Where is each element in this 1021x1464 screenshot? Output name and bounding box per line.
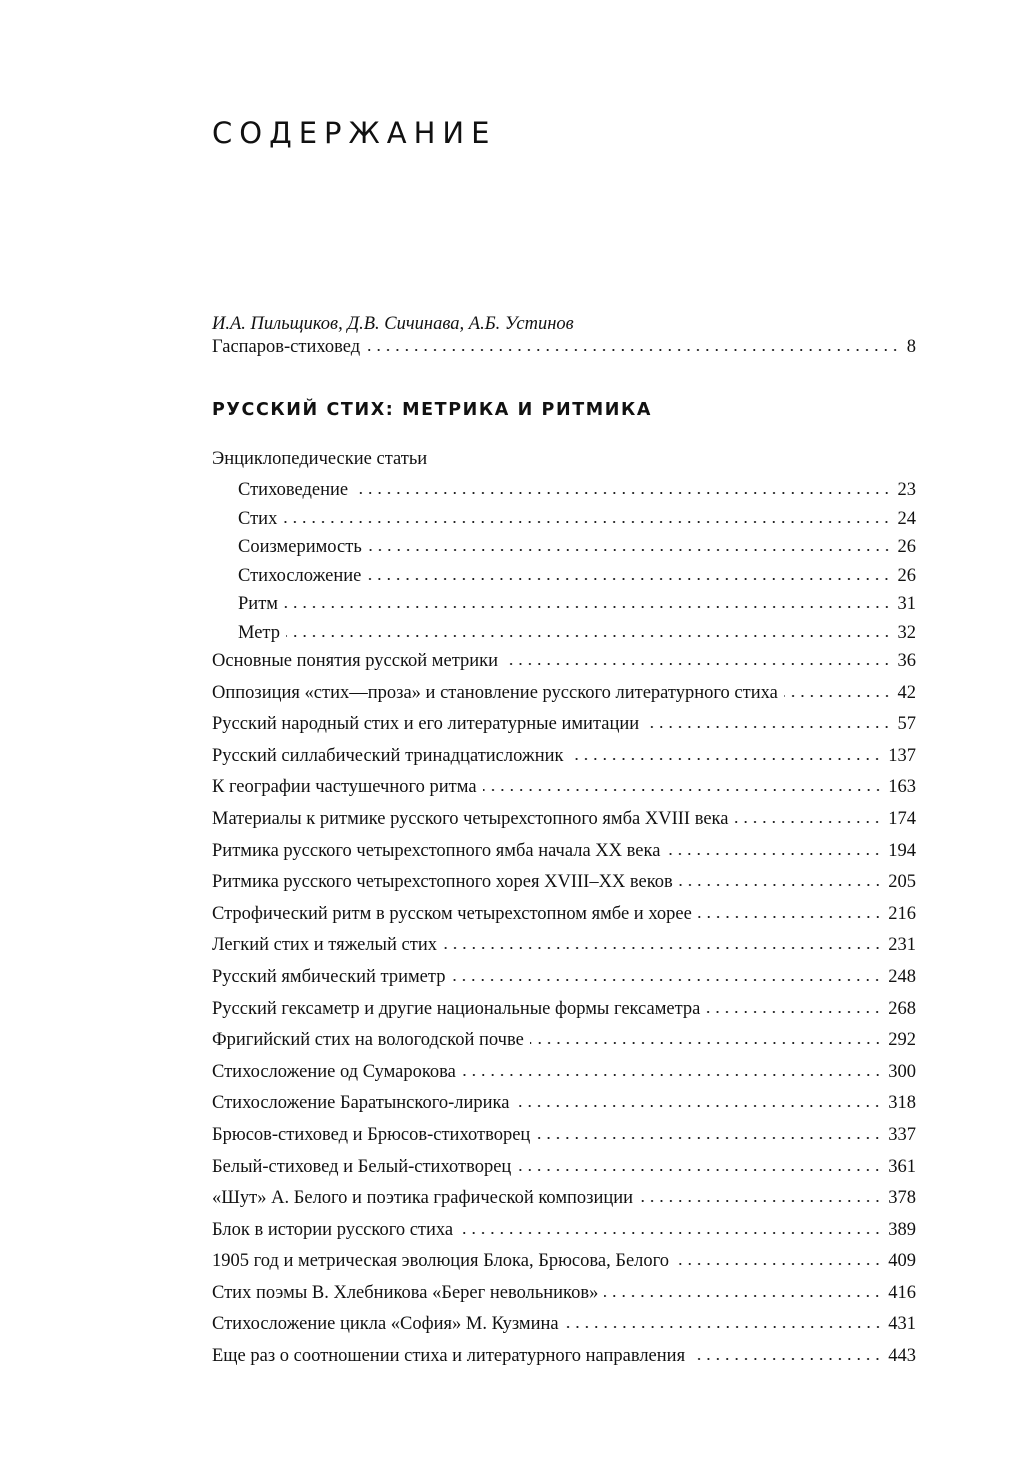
toc-entry-page: 389 bbox=[888, 1219, 916, 1240]
toc-group-title: Энциклопедические статьи bbox=[212, 449, 428, 469]
toc-entry-title: Ритм bbox=[238, 594, 278, 614]
toc-list bbox=[212, 449, 916, 1378]
toc-entry-title: Русский ямбический триметр bbox=[212, 966, 446, 987]
dot-leader bbox=[666, 852, 882, 856]
toc-sub-entry[interactable] bbox=[212, 594, 916, 623]
dot-leader bbox=[483, 788, 883, 792]
toc-entry[interactable] bbox=[212, 1157, 916, 1189]
toc-entry-title: Брюсов-стиховед и Брюсов-стихотворец bbox=[212, 1124, 531, 1145]
toc-entry[interactable] bbox=[212, 999, 916, 1031]
toc-main-entries bbox=[212, 651, 916, 1378]
dot-leader bbox=[639, 1199, 882, 1203]
toc-entry-page: 163 bbox=[888, 777, 916, 798]
toc-entry-title: Русский гексаметр и другие национальные формы гексаметра bbox=[212, 998, 701, 1019]
toc-entry[interactable] bbox=[212, 904, 916, 936]
toc-entry-page: 409 bbox=[888, 1251, 916, 1272]
toc-entry-title: К географии частушечного ритма bbox=[212, 777, 477, 798]
toc-entry[interactable] bbox=[212, 872, 916, 904]
toc-entry-title: Оппозиция «стих—проза» и становление русского литературного стиха bbox=[212, 682, 778, 703]
dot-leader bbox=[536, 1136, 882, 1140]
dot-leader bbox=[459, 1231, 882, 1235]
toc-entry[interactable] bbox=[212, 1093, 916, 1125]
toc-entry-title: Соизмеримость bbox=[238, 537, 362, 557]
toc-entry-title: Легкий стих и тяжелый стих bbox=[212, 935, 437, 956]
toc-entry[interactable] bbox=[212, 1346, 916, 1378]
page-title: СОДЕРЖАНИЕ bbox=[212, 116, 497, 150]
dot-leader bbox=[283, 520, 891, 524]
toc-entry[interactable] bbox=[212, 935, 916, 967]
toc-sub-entry[interactable] bbox=[212, 480, 916, 509]
toc-entry[interactable] bbox=[212, 1283, 916, 1315]
dot-leader bbox=[691, 1357, 882, 1361]
toc-entry-title: Русский народный стих и его литературные имитации bbox=[212, 714, 640, 735]
toc-entry[interactable] bbox=[212, 809, 916, 841]
toc-entry-page: 231 bbox=[888, 935, 916, 956]
toc-entry-page: 23 bbox=[897, 480, 916, 500]
dot-leader bbox=[284, 605, 892, 609]
toc-entry-title: Материалы к ритмике русского четырехстопного ямба XVIII века bbox=[212, 808, 729, 829]
dot-leader bbox=[366, 348, 900, 352]
toc-entry-title: Стих поэмы В. Хлебникова «Берег невольников» bbox=[212, 1282, 599, 1303]
toc-entry[interactable] bbox=[212, 1251, 916, 1283]
toc-entry[interactable] bbox=[212, 1062, 916, 1094]
toc-entry-title: Строфический ритм в русском четырехстопном ямбе и хорее bbox=[212, 903, 692, 924]
toc-entry[interactable] bbox=[212, 337, 916, 369]
toc-entry-page: 416 bbox=[888, 1282, 916, 1303]
toc-entry-page: 268 bbox=[888, 998, 916, 1019]
toc-entry-title: Стих bbox=[238, 508, 278, 529]
toc-sub-entry[interactable] bbox=[212, 623, 916, 652]
toc-entry[interactable] bbox=[212, 746, 916, 778]
toc-entry-title: Основные понятия русской метрики bbox=[212, 651, 499, 671]
dot-leader bbox=[698, 915, 882, 919]
toc-entry-page: 337 bbox=[888, 1124, 916, 1145]
section-heading: РУССКИЙ СТИХ: МЕТРИКА И РИТМИКА bbox=[212, 400, 653, 420]
toc-entry-page: 194 bbox=[888, 840, 916, 861]
dot-leader bbox=[462, 1073, 882, 1077]
toc-entry-title: Стиховедение bbox=[238, 480, 349, 500]
toc-sub-entry[interactable] bbox=[212, 509, 916, 538]
toc-entry-title: Стихосложение од Сумарокова bbox=[212, 1061, 456, 1082]
toc-entry-title: Ритмика русского четырехстопного хорея XVIII–XX веков bbox=[212, 872, 673, 893]
dot-leader bbox=[675, 1262, 882, 1266]
toc-entry-page: 318 bbox=[888, 1093, 916, 1114]
toc-entry-title: Еще раз о соотношении стиха и литературного направления bbox=[212, 1346, 686, 1367]
toc-entry[interactable] bbox=[212, 777, 916, 809]
dot-leader bbox=[515, 1104, 882, 1108]
toc-entry-page: 42 bbox=[897, 682, 916, 703]
toc-entry-title: Блок в истории русского стиха bbox=[212, 1219, 454, 1240]
dot-leader bbox=[569, 757, 882, 761]
dot-leader bbox=[565, 1325, 883, 1329]
dot-leader bbox=[604, 1294, 882, 1298]
toc-entry-page: 361 bbox=[888, 1156, 916, 1177]
dot-leader bbox=[451, 978, 882, 982]
toc-sub-entry[interactable] bbox=[212, 566, 916, 595]
toc-entry-page: 36 bbox=[897, 651, 916, 671]
dot-leader bbox=[784, 694, 892, 698]
toc-entry[interactable] bbox=[212, 1188, 916, 1220]
toc-entry-title: Фригийский стих на вологодской почве bbox=[212, 1030, 524, 1051]
toc-entry[interactable] bbox=[212, 967, 916, 999]
toc-entry[interactable] bbox=[212, 1220, 916, 1252]
dot-leader bbox=[368, 548, 892, 552]
toc-entry-page: 300 bbox=[888, 1061, 916, 1082]
toc-entry[interactable] bbox=[212, 1125, 916, 1157]
toc-entry[interactable] bbox=[212, 651, 916, 683]
toc-entry-page: 8 bbox=[906, 337, 916, 357]
dot-leader bbox=[530, 1041, 882, 1045]
dot-leader bbox=[679, 883, 882, 887]
toc-entry-title: «Шут» А. Белого и поэтика графической композиции bbox=[212, 1188, 634, 1209]
toc-entry-title: Метр bbox=[238, 622, 280, 643]
dot-leader bbox=[645, 725, 891, 729]
toc-entry[interactable] bbox=[212, 683, 916, 715]
dot-leader bbox=[367, 577, 891, 581]
toc-entry-title: Стихосложение bbox=[238, 565, 362, 586]
toc-entry-page: 174 bbox=[888, 808, 916, 829]
toc-entry-title: Русский силлабический тринадцатисложник bbox=[212, 745, 564, 766]
toc-entry-title: Ритмика русского четырехстопного ямба начала XX века bbox=[212, 840, 661, 861]
toc-entry-page: 443 bbox=[888, 1346, 916, 1367]
toc-entry-page: 57 bbox=[897, 714, 916, 735]
toc-entry[interactable] bbox=[212, 841, 916, 873]
intro-entry-container bbox=[212, 337, 916, 369]
toc-entry-title: Белый-стиховед и Белый-стихотворец bbox=[212, 1156, 512, 1177]
toc-entry-title: Гаспаров-стиховед bbox=[212, 337, 361, 357]
toc-entry-page: 216 bbox=[888, 903, 916, 924]
dot-leader bbox=[443, 946, 882, 950]
toc-entry-page: 26 bbox=[897, 537, 916, 557]
toc-entry-page: 31 bbox=[897, 594, 916, 614]
dot-leader bbox=[504, 662, 891, 666]
toc-entry[interactable] bbox=[212, 714, 916, 746]
dot-leader bbox=[354, 491, 891, 495]
toc-entry-page: 292 bbox=[888, 1030, 916, 1051]
dot-leader bbox=[734, 820, 882, 824]
toc-entry-title: 1905 год и метрическая эволюция Блока, Брюсова, Белого bbox=[212, 1251, 670, 1272]
dot-leader bbox=[286, 634, 892, 638]
toc-sub-entry[interactable] bbox=[212, 537, 916, 566]
toc-entry-page: 205 bbox=[888, 872, 916, 893]
toc-entry-page: 32 bbox=[897, 622, 916, 643]
toc-entry[interactable] bbox=[212, 1030, 916, 1062]
dot-leader bbox=[706, 1010, 882, 1014]
toc-entry-page: 24 bbox=[897, 508, 916, 529]
toc-entry[interactable] bbox=[212, 1314, 916, 1346]
toc-entry-page: 26 bbox=[897, 565, 916, 586]
toc-entry-title: Стихосложение Баратынского-лирика bbox=[212, 1093, 510, 1114]
toc-entry-page: 248 bbox=[888, 966, 916, 987]
toc-entry-page: 378 bbox=[888, 1188, 916, 1209]
intro-authors: И.А. Пильщиков, Д.В. Сичинава, А.Б. Устинов bbox=[212, 314, 574, 334]
toc-entry-page: 137 bbox=[888, 745, 916, 766]
dot-leader bbox=[517, 1168, 882, 1172]
toc-entry-page: 431 bbox=[888, 1314, 916, 1335]
toc-sub-entries bbox=[212, 480, 916, 651]
toc-entry-title: Стихосложение цикла «София» М. Кузмина bbox=[212, 1314, 559, 1335]
